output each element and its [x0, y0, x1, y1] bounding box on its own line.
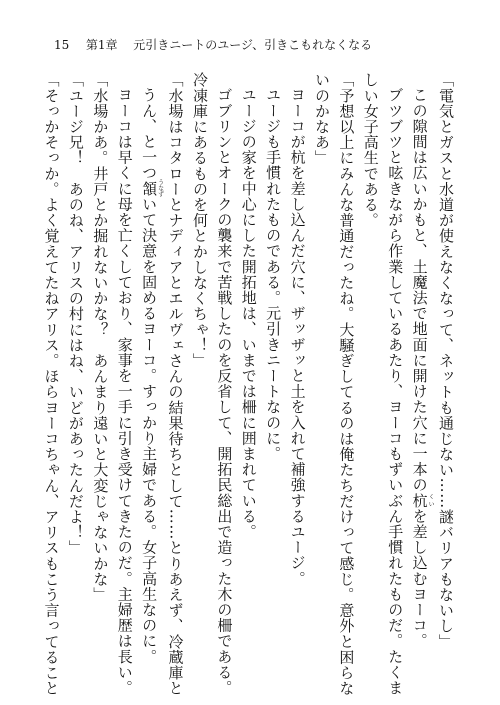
text-line: 「ユージ兄！ あのね、アリスの村にはね、いどがあったんだよ！」	[66, 72, 85, 556]
furigana: 頷うなず	[140, 179, 164, 198]
text-line: ヨーコが杭を差し込んだ穴に、ザッザッと土を入れて補強するユージ。	[288, 87, 307, 587]
text-line: 「電気とガスと水道が使えなくなって、ネットも通じない……謎バリアもないし」	[437, 72, 455, 650]
text-line: ユージも手慣れたものである。元引きニートなのに。	[264, 87, 283, 462]
text-line: 「水場はコタローとナディアとエルヴェさんの結果待ちとして……とりあえず、冷蔵庫と	[166, 72, 185, 696]
chapter-title: 元引きニートのユージ、引きこもれなくなる	[133, 38, 373, 52]
text-line: ユージの家を中心にした開拓地は、いまでは柵に囲まれている。	[239, 87, 258, 540]
chapter-label: 第1章	[85, 38, 118, 52]
text-line: しい女子高生である。	[361, 72, 380, 228]
text-line: うん、と一つ頷うなずいて決意を固めるヨーコ。すっかり主婦である。女子高生なのに。	[140, 87, 164, 665]
vertical-text-body	[39, 72, 458, 696]
text-line: 「水場かあ。井戸とか掘れないかな？ あんまり遠いと大変じゃないかな」	[91, 72, 110, 603]
running-header	[54, 38, 460, 52]
furigana: 杭くい	[410, 492, 435, 509]
page-number: 15	[54, 38, 70, 52]
text-line: いのかなあ」	[312, 72, 331, 166]
text-line: ヨーコは早くに母を亡くしており、家事を一手に引き受けてきたのだ。主婦歴は長い。	[115, 87, 134, 696]
text-line: 「そっかそっか。よく覚えてたねアリス。ほらヨーコちゃん、アリスもこう言ってること	[42, 72, 61, 696]
text-line: 冷凍庫にあるものを何とかしなくちゃ！」	[190, 72, 209, 369]
text-line: ブツブツと呟きながら作業しているあたり、ヨーコもずいぶん手慣れたものだ。たくま	[386, 87, 405, 696]
text-line: ゴブリンとオークの襲来で苦戦したのを反省して、開拓民総出で造った木の柵である。	[215, 87, 234, 696]
text-line: この隙間は広いかもと、土魔法で地面に開けた穴に一本の杭くいを差し込むヨーコ。	[410, 87, 435, 649]
text-line: 「予想以上にみんな普通だったね。大騒ぎしてるのは俺たちだけって感じ。意外と困らな	[337, 72, 356, 696]
